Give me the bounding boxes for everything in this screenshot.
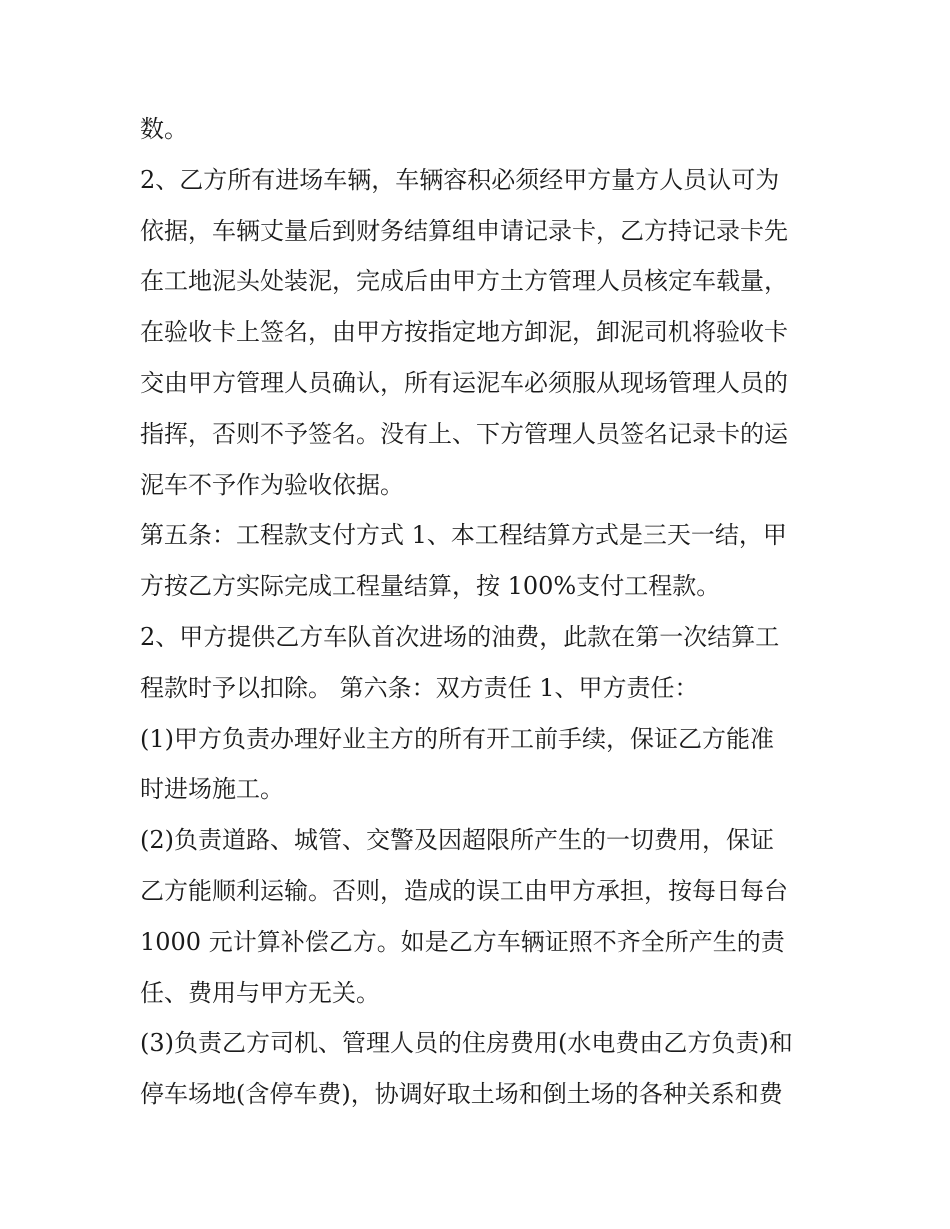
text-line: 在验收卡上签名，由甲方按指定地方卸泥，卸泥司机将验收卡 bbox=[140, 318, 788, 347]
text-line: 任、费用与甲方无关。 bbox=[140, 978, 380, 1007]
text-line: 2、乙方所有进场车辆，车辆容积必须经甲方量方人员认可为 bbox=[140, 165, 780, 194]
text-line: 数。 bbox=[140, 115, 188, 143]
text-line: 交由甲方管理人员确认，所有运泥车必须服从现场管理人员的 bbox=[140, 368, 788, 397]
text-line: 时进场施工。 bbox=[140, 775, 284, 804]
contract-text-body bbox=[140, 104, 820, 1120]
text-line: (1)甲方负责办理好业主方的所有开工前手续，保证乙方能准 bbox=[140, 724, 774, 753]
text-line: 停车场地(含停车费)，协调好取土场和倒土场的各种关系和费 bbox=[140, 1080, 783, 1109]
text-line: 泥车不予作为验收依据。 bbox=[140, 470, 404, 499]
text-line: 依据，车辆丈量后到财务结算组申请记录卡，乙方持记录卡先 bbox=[140, 216, 788, 245]
text-line: 1000 元计算补偿乙方。如是乙方车辆证照不齐全所产生的责 bbox=[140, 927, 785, 956]
text-line: (3)负责乙方司机、管理人员的住房费用(水电费由乙方负责)和 bbox=[140, 1029, 793, 1058]
text-line: 指挥，否则不予签名。没有上、下方管理人员签名记录卡的运 bbox=[140, 419, 788, 448]
text-line: (2)负责道路、城管、交警及因超限所产生的一切费用，保证 bbox=[140, 826, 774, 855]
text-line: 第五条：工程款支付方式 1、本工程结算方式是三天一结，甲 bbox=[140, 521, 787, 550]
text-line: 在工地泥头处装泥，完成后由甲方土方管理人员核定车载量， bbox=[140, 267, 788, 296]
text-line: 乙方能顺利运输。否则，造成的误工由甲方承担，按每日每台 bbox=[140, 876, 788, 905]
text-line: 方按乙方实际完成工程量结算，按 100%支付工程款。 bbox=[140, 572, 721, 601]
text-line: 2、甲方提供乙方车队首次进场的油费，此款在第一次结算工 bbox=[140, 622, 780, 651]
text-line: 程款时予以扣除。 第六条：双方责任 1、甲方责任： bbox=[140, 673, 699, 702]
